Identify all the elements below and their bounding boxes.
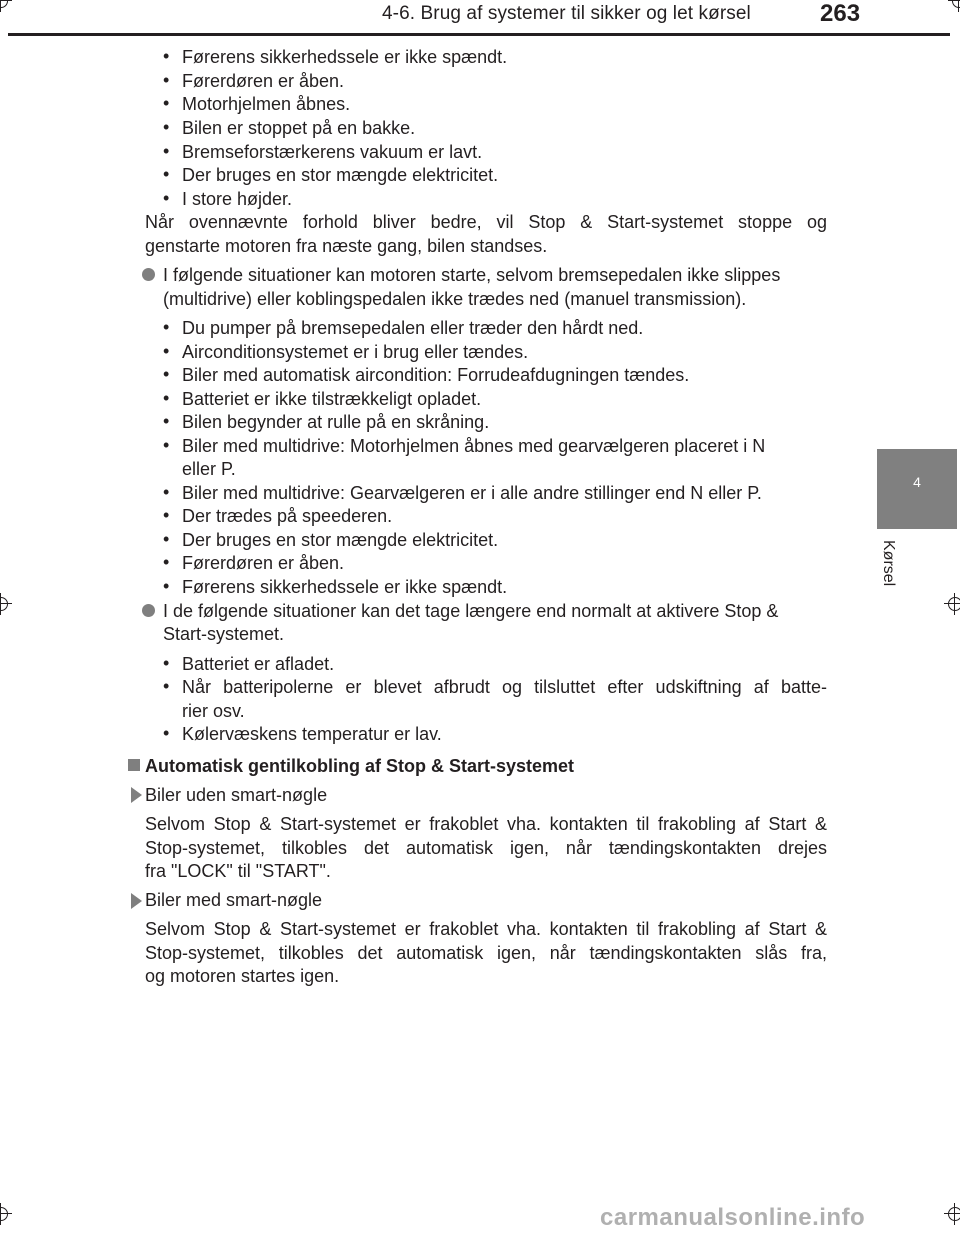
arrow-right-icon [131,787,142,803]
paragraph-line: fra "LOCK" til "START". [145,861,331,881]
list-item: Biler med automatisk aircondition: Forrudeafdugningen tændes. [182,365,690,385]
section-heading: Automatisk gentilkobling af Stop & Start-systemet [145,756,575,776]
list-item: Batteriet er afladet. [182,654,335,674]
paragraph-line: genstarte motoren fra næste gang, bilen standses. [145,236,548,256]
paragraph-line: Selvom Stop & Start-systemet er frakoblet vha. kontakten til frakobling af Start & [145,814,827,834]
section-intro-line: I de følgende situationer kan det tage længere end normalt at aktivere Stop & [163,601,779,621]
subsection-title: Biler med smart-nøgle [145,890,323,910]
arrow-right-icon [131,893,142,909]
bullet-dot: • [163,164,170,184]
list-item: Der bruges en stor mængde elektricitet. [182,530,499,550]
bullet-dot: • [163,552,170,572]
list-item: Motorhjelmen åbnes. [182,94,351,114]
header-section-title: 4-6. Brug af systemer til sikker og let kørsel [382,3,751,24]
paragraph-line: Stop-systemet, tilkobles det automatisk igen, når tændingskontakten drejes [145,838,827,858]
list-item: Førerens sikkerhedssele er ikke spændt. [182,577,508,597]
bullet-dot: • [163,317,170,337]
bullet-dot: • [163,46,170,66]
square-bullet-icon [128,759,140,771]
list-item: Airconditionsystemet er i brug eller tændes. [182,342,529,362]
bullet-dot: • [163,529,170,549]
paragraph-line: Når ovennævnte forhold bliver bedre, vil Stop & Start-systemet stoppe og [145,212,827,232]
list-item: Der trædes på speederen. [182,506,393,526]
list-item: Biler med multidrive: Motorhjelmen åbnes med gearvælgeren placeret i N [182,436,766,456]
bullet-dot: • [163,411,170,431]
bullet-dot: • [163,341,170,361]
watermark: carmanualsonline.info [600,1204,866,1231]
list-item: Kølervæskens temperatur er lav. [182,724,442,744]
section-intro-line: I følgende situationer kan motoren starte, selvom bremsepedalen ikke slippes [163,265,781,285]
list-item: Førerdøren er åben. [182,71,345,91]
chapter-label-text: Kørsel [880,540,897,587]
bullet-dot: • [163,676,170,696]
list-item: Når batteripolerne er blevet afbrudt og tilsluttet efter udskiftning af batte- [182,677,827,697]
subsection-title: Biler uden smart-nøgle [145,785,328,805]
list-item: Førerens sikkerhedssele er ikke spændt. [182,47,508,67]
circle-bullet-icon [142,268,155,281]
paragraph-line: Stop-systemet, tilkobles det automatisk igen, når tændingskontakten slås fra, [145,943,827,963]
bullet-dot: • [163,435,170,455]
bullet-dot: • [163,653,170,673]
list-item: Bilen er stoppet på en bakke. [182,118,416,138]
list-item-continuation: eller P. [182,459,236,479]
bullet-dot: • [163,93,170,113]
bullet-dot: • [163,482,170,502]
bullet-dot: • [163,723,170,743]
list-item: Bremseforstærkerens vakuum er lavt. [182,142,483,162]
bullet-dot: • [163,70,170,90]
paragraph-line: Selvom Stop & Start-systemet er frakoblet vha. kontakten til frakobling af Start & [145,919,827,939]
section-intro-line: Start-systemet. [163,624,285,644]
bullet-dot: • [163,117,170,137]
chapter-number: 4 [913,474,921,490]
list-item: Der bruges en stor mængde elektricitet. [182,165,499,185]
list-item: Førerdøren er åben. [182,553,345,573]
page-number: 263 [820,0,861,27]
list-item: Du pumper på bremsepedalen eller træder den hårdt ned. [182,318,644,338]
list-item: Batteriet er ikke tilstrækkeligt opladet. [182,389,482,409]
bullet-dot: • [163,505,170,525]
bullet-dot: • [163,388,170,408]
list-item: Bilen begynder at rulle på en skråning. [182,412,490,432]
list-item-continuation: rier osv. [182,701,245,721]
list-item: Biler med multidrive: Gearvælgeren er i alle andre stillinger end N eller P. [182,483,762,503]
bullet-dot: • [163,364,170,384]
bullet-dot: • [163,188,170,208]
section-intro-line: (multidrive) eller koblingspedalen ikke trædes ned (manuel transmission). [163,289,747,309]
paragraph-line: og motoren startes igen. [145,966,340,986]
bullet-dot: • [163,141,170,161]
circle-bullet-icon [142,604,155,617]
bullet-dot: • [163,576,170,596]
list-item: I store højder. [182,189,293,209]
